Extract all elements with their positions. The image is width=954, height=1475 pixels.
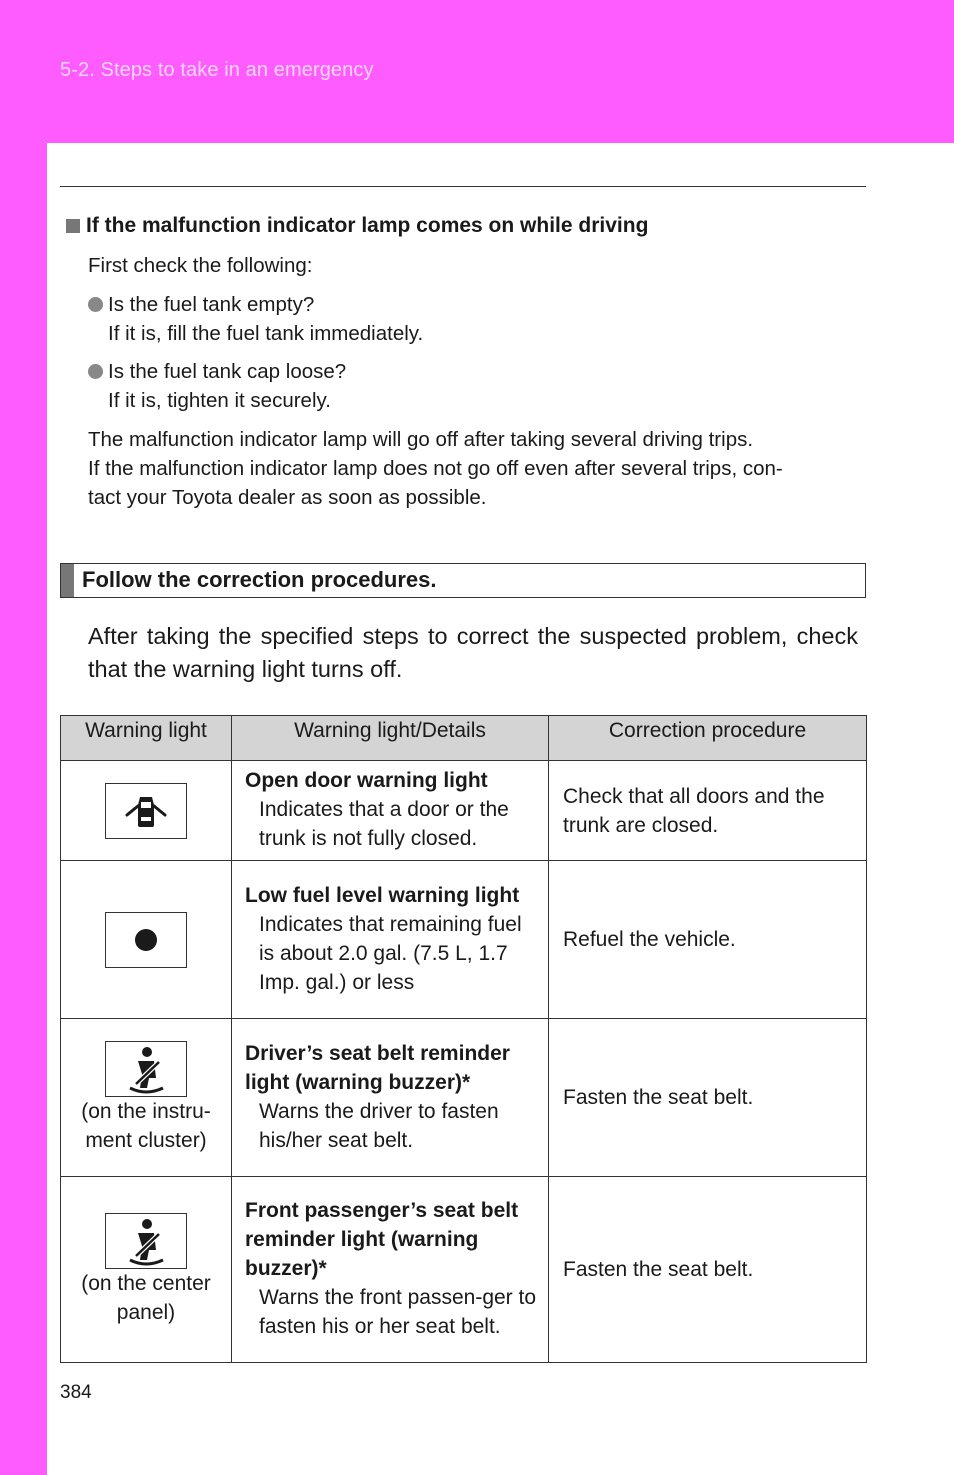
details-cell bbox=[232, 1177, 549, 1363]
light-details: Warns the front passen-ger to fasten his or her seat belt. bbox=[259, 1286, 537, 1338]
heading-bar bbox=[61, 564, 74, 597]
table-row bbox=[61, 1019, 867, 1177]
icon-cell bbox=[61, 761, 232, 861]
closing-line: tact your Toyota dealer as soon as possible. bbox=[88, 486, 487, 509]
details-cell bbox=[232, 761, 549, 861]
step-heading-text: Follow the correction procedures. bbox=[82, 567, 437, 592]
procedure-cell: Check that all doors and the trunk are closed. bbox=[549, 761, 867, 861]
icon-location: (on the instru-ment cluster) bbox=[81, 1099, 211, 1152]
icon-cell bbox=[61, 1177, 232, 1363]
side-band bbox=[0, 143, 47, 1475]
procedure-cell: Fasten the seat belt. bbox=[549, 1177, 867, 1363]
light-details: Indicates that a door or the trunk is not fully closed. bbox=[259, 798, 509, 850]
note-intro: First check the following: bbox=[88, 254, 313, 277]
step-heading bbox=[60, 563, 866, 598]
table-row bbox=[61, 1177, 867, 1363]
procedure-cell: Refuel the vehicle. bbox=[549, 861, 867, 1019]
light-title: Front passenger’s seat belt reminder light (warning buzzer)* bbox=[245, 1199, 519, 1280]
light-details: Indicates that remaining fuel is about 2.0 gal. (7.5 L, 1.7 Imp. gal.) or less bbox=[259, 912, 522, 994]
note-heading bbox=[66, 214, 648, 238]
closing-line: The malfunction indicator lamp will go off after taking several driving trips. bbox=[88, 428, 754, 451]
light-title: Driver’s seat belt reminder light (warning buzzer)* bbox=[245, 1041, 510, 1094]
low-fuel-icon bbox=[105, 912, 187, 968]
check-action: If it is, tighten it securely. bbox=[108, 389, 331, 412]
icon-cell bbox=[61, 861, 232, 1019]
icon-location: (on the center panel) bbox=[81, 1271, 211, 1324]
column-header: Warning light bbox=[61, 716, 232, 761]
step-body: After taking the specified steps to correct the suspected problem, check that the warning light turns off. bbox=[88, 623, 858, 682]
seat-belt-icon bbox=[105, 1041, 187, 1097]
icon-cell bbox=[61, 1019, 232, 1177]
seat-belt-icon bbox=[105, 1213, 187, 1269]
round-bullet-icon bbox=[88, 297, 103, 312]
square-bullet-icon bbox=[66, 219, 80, 233]
divider bbox=[60, 186, 866, 187]
check-question: Is the fuel tank empty? bbox=[108, 293, 315, 316]
table-header-row bbox=[61, 716, 867, 761]
details-cell bbox=[232, 1019, 549, 1177]
procedure-cell: Fasten the seat belt. bbox=[549, 1019, 867, 1177]
page-number: 384 bbox=[60, 1382, 92, 1403]
light-title: Open door warning light bbox=[245, 769, 488, 792]
note-closing bbox=[88, 425, 783, 512]
round-bullet-icon bbox=[88, 364, 103, 379]
check-item bbox=[88, 357, 346, 415]
table-row bbox=[61, 861, 867, 1019]
check-item bbox=[88, 290, 423, 348]
closing-line: If the malfunction indicator lamp does not go off even after several trips, con- bbox=[88, 457, 783, 480]
check-action: If it is, fill the fuel tank immediately. bbox=[108, 322, 424, 345]
column-header: Correction procedure bbox=[549, 716, 867, 761]
warning-light-table bbox=[60, 715, 867, 1363]
note-heading-text: If the malfunction indicator lamp comes on while driving bbox=[86, 214, 649, 237]
column-header: Warning light/Details bbox=[232, 716, 549, 761]
section-title: 5-2. Steps to take in an emergency bbox=[60, 59, 374, 81]
light-details: Warns the driver to fasten his/her seat belt. bbox=[259, 1099, 499, 1152]
open-door-icon bbox=[105, 783, 187, 839]
check-question: Is the fuel tank cap loose? bbox=[108, 360, 347, 383]
light-title: Low fuel level warning light bbox=[245, 883, 520, 907]
table-row bbox=[61, 761, 867, 861]
details-cell bbox=[232, 861, 549, 1019]
